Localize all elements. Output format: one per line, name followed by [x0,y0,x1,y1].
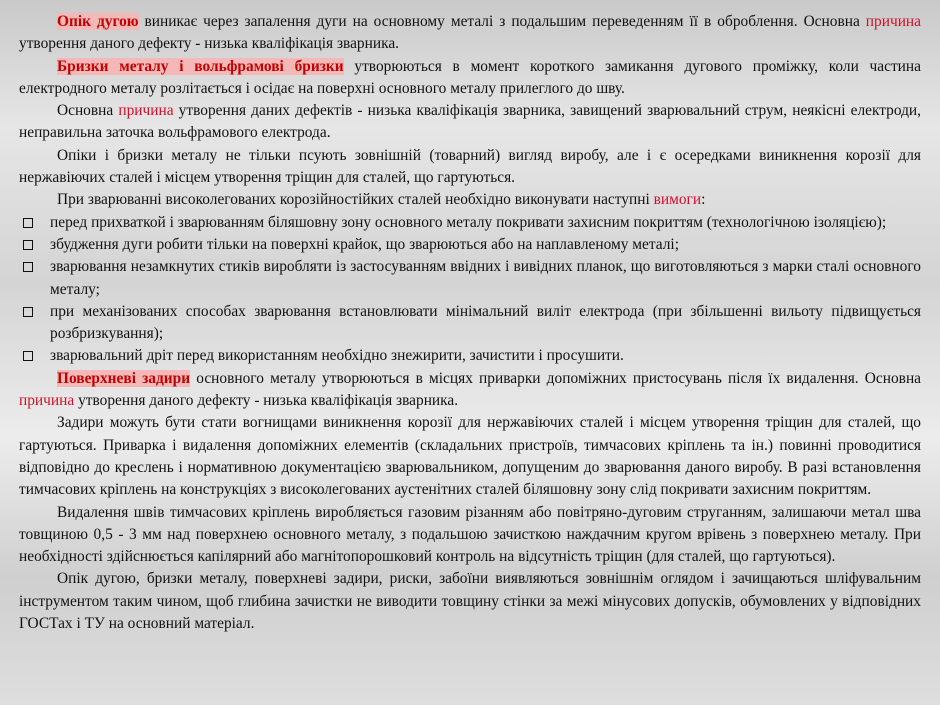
text: утворення даного дефекту - низька кваліфікація зварника. [19,35,400,53]
checkbox-square-icon [23,351,33,361]
text: Задири можуть бути стати вогнищами виникнення корозії для нержавіючих сталей і місцем утворення тріщин для сталей, що гартуються. Приварка і видалення допоміжних елементів (складальних пристроїв, тимчасових кріплень та ін.) повинні проводитися відповідно до креслень і нормативною документацією зварювальником, допущеним до зварювання даного виробу. В разі встановлення тимчасових кріплень на конструкціях з високолегованих аустенітних сталей біляшовну зону слід покривати захисним покриттям. [19,414,921,499]
paragraph-inspection [19,568,921,635]
list-item [19,234,921,256]
text: утворення даних дефектів - низька кваліфікація зварника, завищений зварювальний струм, неякісні електроди, неправильна заточка вольфрамового електрода. [19,102,922,142]
text: Опік дугою, бризки металу, поверхневі задири, риски, забоїни виявляються зовнішнім оглядом і зачищаються шліфувальним інструментом таким чином, щоб глибина зачистки не виводити товщину стінки за межі мінусових допусків, обумовлених у відповідних ГОСТах і ТУ на основний матеріал. [19,570,921,633]
text: Основна [57,102,119,120]
paragraph-consequences [19,145,921,190]
paragraph-arc-burn [19,11,921,56]
keyword-cause: причина [118,102,174,120]
text: утворюються в момент короткого замикання дугового проміжку, коли частина електродного металу розлітається і осідає на поверхні основного металу прилеглого до шву. [19,57,921,97]
list-item-text: перед прихваткой і зварюванням біляшовну зону основного металу покривати захисним покриттям (технологічною ізоляцією); [50,213,887,231]
heading-surface-tears: Поверхневі задири [57,369,191,387]
text: Видалення швів тимчасових кріплень виробляється газовим різанням або повітряно-дуговим струганням, залишаючи метал шва товщиною 0,5 - 3 мм над поверхнею основного металу, з подальшою зачисткою наждачним кругом врівень з поверхнею металу. При необхідності здійснюється капілярний або магнітопорошковий контроль на відсутність тріщин (для сталей, що гартуються). [19,503,921,566]
text: виникає через запалення дуги на основному металі з подальшим переведенням її в оброблення. Основна [138,13,866,30]
list-item-text: збудження дуги робити тільки на поверхні крайок, що зварюються або на наплавленому металі; [50,235,679,253]
list-item-text: зварювальний дріт перед використанням необхідно знежирити, зачистити і просушити. [50,347,624,365]
checkbox-square-icon [23,218,33,228]
text: При зварюванні високолегованих корозійностійких сталей необхідно виконувати наступні [57,191,654,209]
keyword-cause: причина [865,13,921,30]
paragraph-spatter [19,56,921,101]
paragraph-tears-details [19,412,921,501]
checkbox-square-icon [23,262,33,272]
text: утворення даного дефекту - низька кваліфікація зварника. [74,392,459,410]
list-item [19,301,921,346]
checkbox-square-icon [23,240,33,250]
list-item [19,345,921,367]
heading-spatter: Бризки металу і вольфрамові бризки [57,57,344,75]
keyword-cause: причина [19,392,75,410]
checkbox-square-icon [23,307,33,317]
text: Опіки і бризки металу не тільки псують зовнішній (товарний) вигляд виробу, але і є осередками виникнення корозії для нержавіючих сталей і місцем утворення тріщин для сталей, що гартуються. [19,146,921,187]
requirements-list [19,212,921,368]
keyword-requirements: вимоги [653,191,702,209]
heading-arc-burn: Опік дугою [57,13,139,30]
paragraph-removal [19,502,921,569]
list-item [19,212,921,234]
list-item-text: при механізованих способах зварювання встановлювати мінімальний виліт електрода (при збільшенні вильоту підвищується розбризкування); [50,302,921,343]
paragraph-surface-tears [19,368,921,413]
list-item-text: зварювання незамкнутих стиків виробляти із застосуванням ввідних і вивідних планок, що виготовляються з марки сталі основного металу; [50,258,921,298]
text: основного металу утворюються в місцях приварки допоміжних пристосувань після їх видалення. Основна [190,369,922,387]
text: : [701,191,706,209]
paragraph-requirements-intro [19,189,921,211]
list-item [19,256,921,301]
paragraph-spatter-cause [19,100,921,145]
